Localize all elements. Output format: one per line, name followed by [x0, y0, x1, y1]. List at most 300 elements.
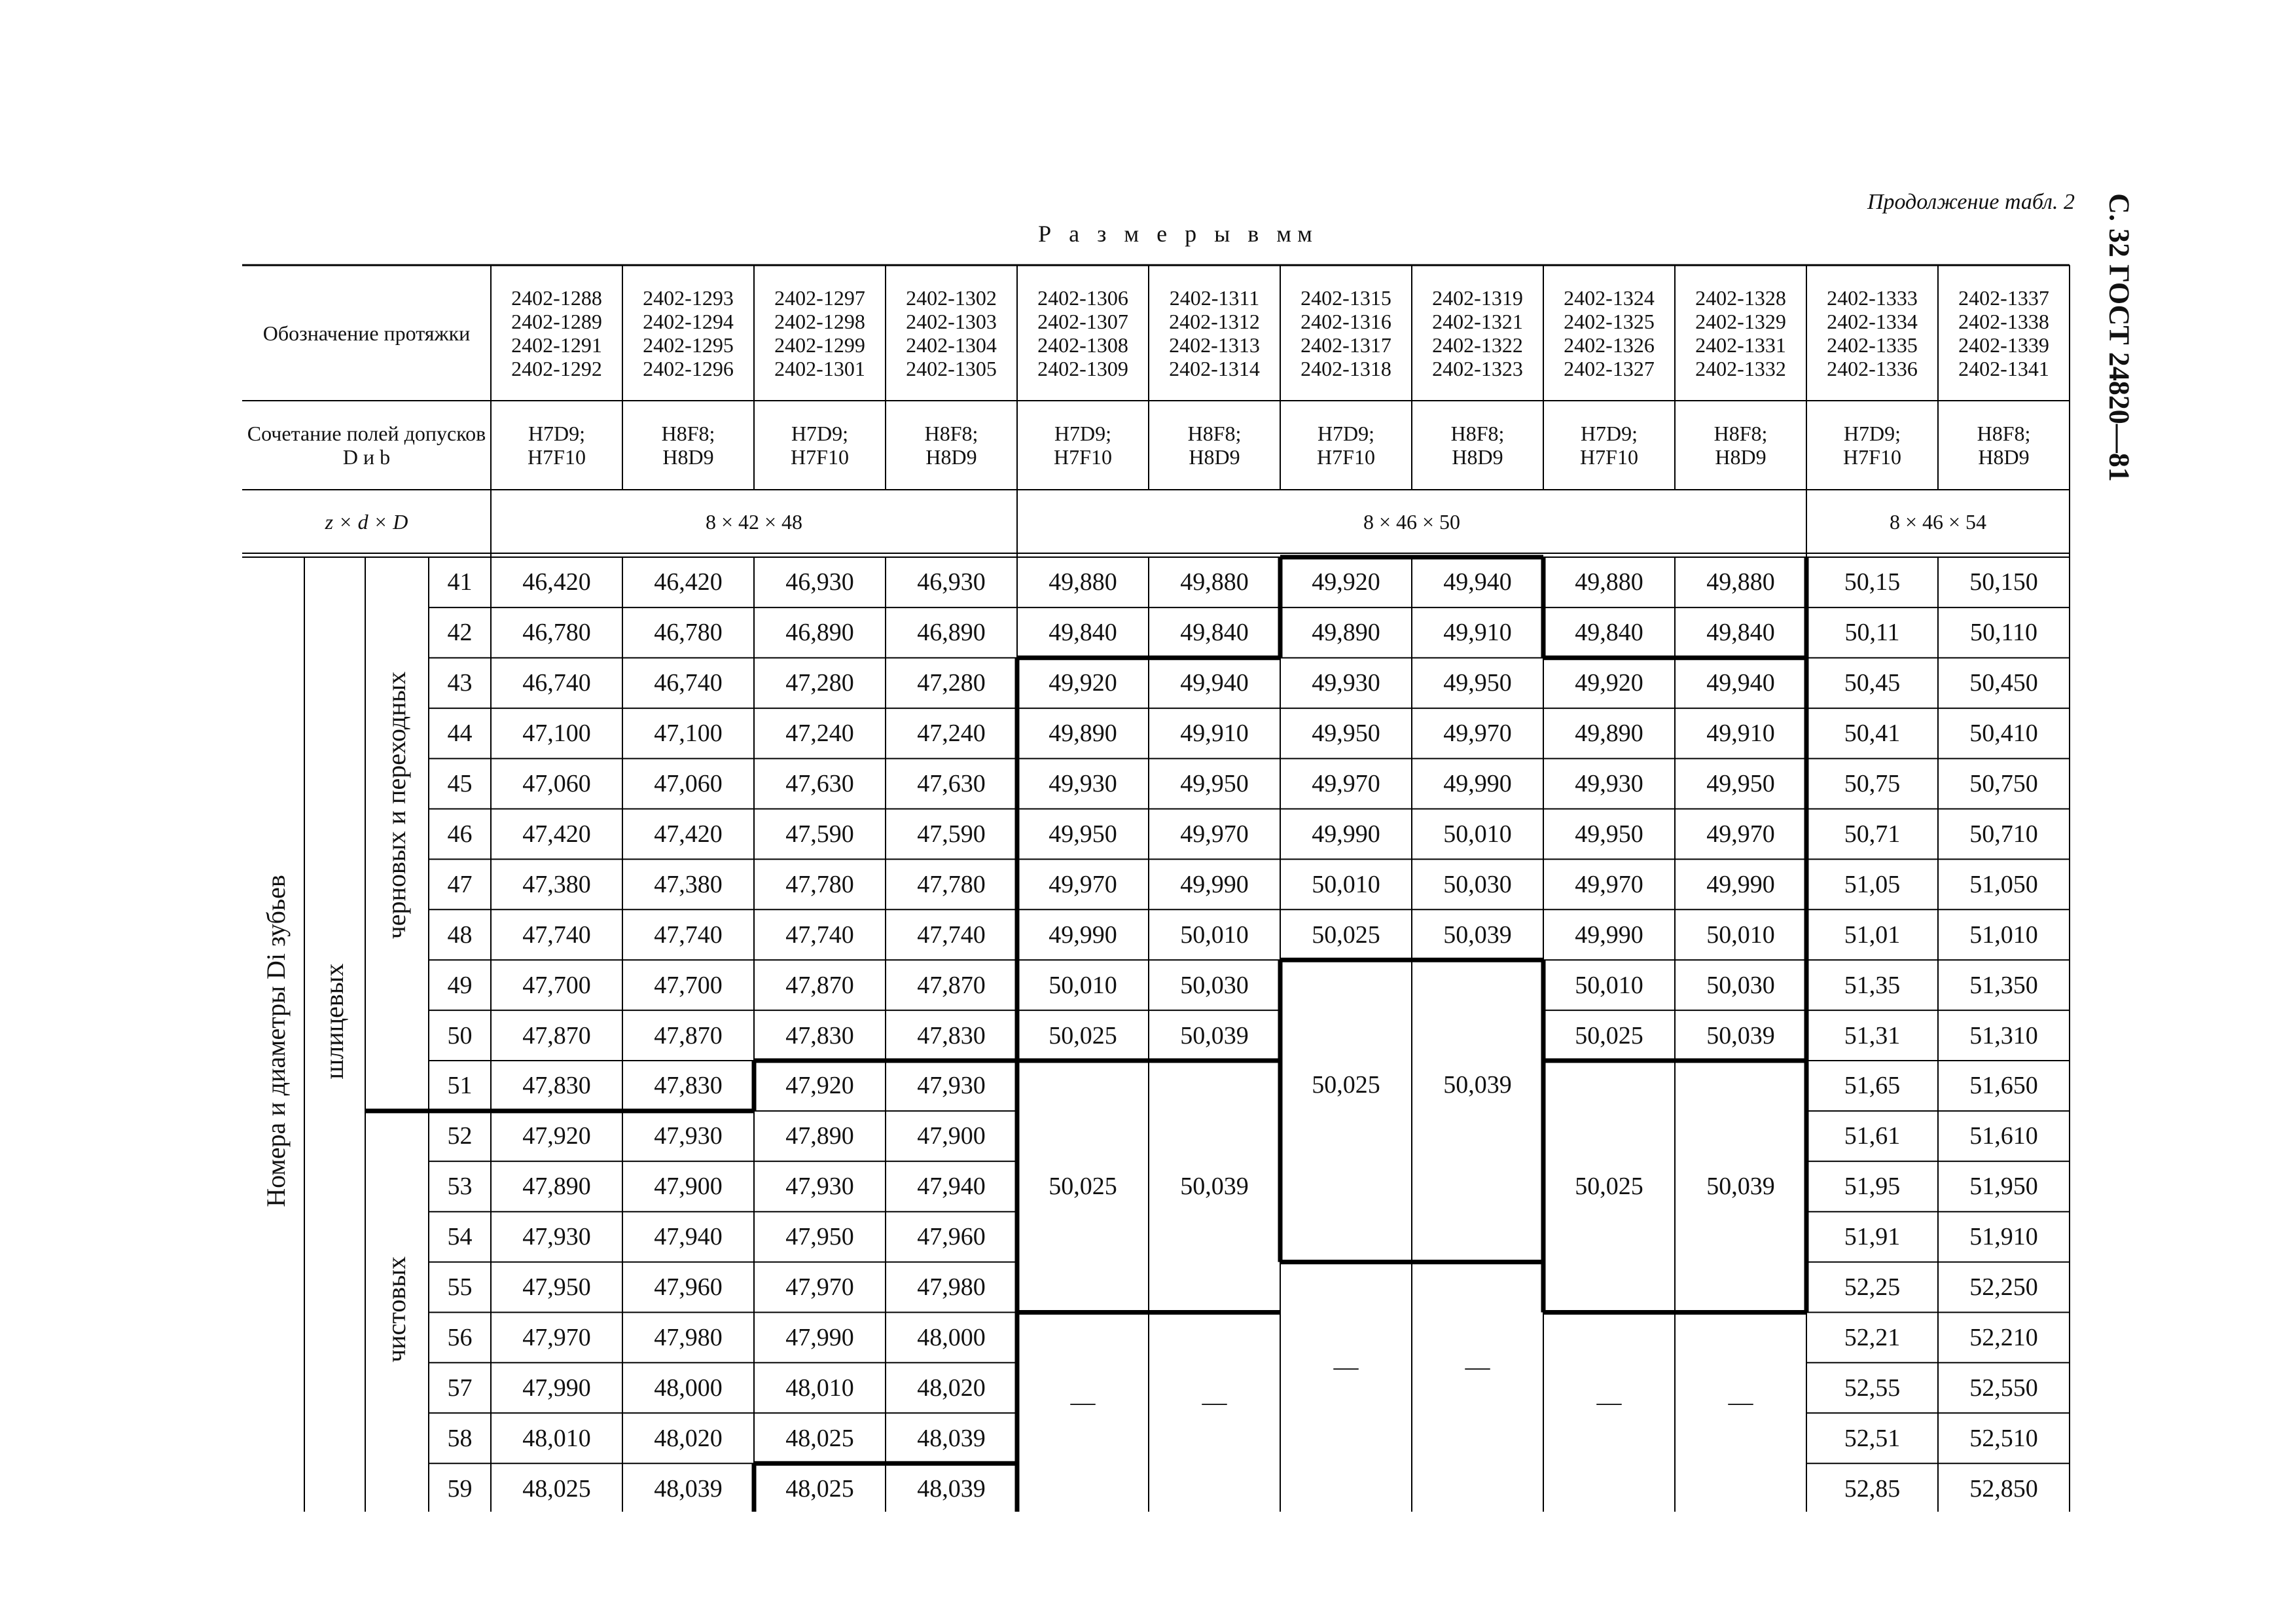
value-cell: 49,930	[1575, 770, 1643, 798]
vertical-label-rough: черновых и переходных	[381, 671, 411, 939]
tolerance-code: H7F10	[1054, 445, 1112, 469]
value-cell: 47,060	[654, 770, 723, 798]
tooth-number: 51	[447, 1072, 473, 1100]
value-cell: 47,830	[917, 1021, 986, 1049]
value-cell: 47,920	[785, 1072, 854, 1100]
value-cell: 46,780	[654, 619, 723, 647]
value-cell: 49,990	[1312, 820, 1380, 848]
value-cell: 46,740	[654, 669, 723, 697]
tolerance-code: H7F10	[1843, 445, 1901, 469]
designation-code: 2402-1302	[906, 285, 997, 310]
tolerance-cell	[886, 401, 1017, 490]
tolerance-cell	[1280, 401, 1412, 490]
designation-cell	[491, 265, 622, 401]
value-cell: 49,940	[1180, 669, 1249, 697]
designation-code: 2402-1297	[774, 285, 865, 310]
value-cell: 49,940	[1706, 669, 1775, 697]
value-cell: 51,61	[1844, 1122, 1901, 1150]
tolerance-code: H8F8;	[1450, 422, 1505, 445]
value-cell: 47,990	[522, 1374, 591, 1402]
value-cell: 51,010	[1969, 921, 2038, 949]
value-cell: 47,280	[785, 669, 854, 697]
designation-cell	[1149, 265, 1280, 401]
value-cell: 49,970	[1312, 770, 1380, 798]
value-cell: 51,350	[1969, 971, 2038, 999]
designation-cell	[1806, 265, 1938, 401]
value-cell: 50,030	[1443, 870, 1512, 898]
value-cell: 47,830	[522, 1072, 591, 1100]
value-cell: 47,830	[785, 1021, 854, 1049]
value-cell: 46,420	[522, 568, 591, 596]
dash-cell: —	[1728, 1388, 1753, 1416]
value-cell: 49,880	[1180, 568, 1249, 596]
designation-code: 2402-1314	[1169, 356, 1260, 380]
value-cell: 51,31	[1844, 1021, 1901, 1049]
value-cell: 48,020	[654, 1424, 723, 1452]
merged-value: 50,025	[1575, 1173, 1643, 1201]
value-cell: 47,060	[522, 770, 591, 798]
designation-code: 2402-1315	[1300, 285, 1391, 310]
designation-code: 2402-1312	[1169, 309, 1260, 333]
value-cell: 47,870	[785, 971, 854, 999]
designation-cell	[1543, 265, 1675, 401]
value-cell: 50,010	[1575, 971, 1643, 999]
value-cell: 47,830	[654, 1072, 723, 1100]
tolerance-code: H8F8;	[1713, 422, 1768, 445]
value-cell: 47,980	[654, 1323, 723, 1351]
value-cell: 47,590	[917, 820, 986, 848]
value-cell: 50,010	[1312, 870, 1380, 898]
value-cell: 49,950	[1443, 669, 1512, 697]
value-cell: 52,250	[1969, 1273, 2038, 1302]
value-cell: 47,970	[522, 1323, 591, 1351]
value-cell: 47,740	[522, 921, 591, 949]
tolerance-code: H8F8;	[1187, 422, 1242, 445]
value-cell: 49,880	[1575, 568, 1643, 596]
value-cell: 49,990	[1049, 921, 1117, 949]
designation-code: 2402-1327	[1564, 356, 1655, 380]
value-cell: 52,85	[1844, 1474, 1901, 1503]
tolerance-cell	[754, 401, 886, 490]
value-cell: 52,55	[1844, 1374, 1901, 1402]
value-cell: 50,75	[1844, 770, 1901, 798]
tooth-number: 57	[447, 1374, 473, 1402]
value-cell: 49,880	[1049, 568, 1117, 596]
value-cell: 50,450	[1969, 669, 2038, 697]
merged-value: 50,039	[1706, 1173, 1775, 1201]
dash-cell: —	[1070, 1388, 1096, 1416]
tolerance-code: H7D9;	[1843, 422, 1901, 445]
value-cell: 49,990	[1575, 921, 1643, 949]
merged-value: 50,039	[1443, 1070, 1512, 1099]
designation-code: 2402-1322	[1432, 333, 1523, 357]
designation-code: 2402-1333	[1827, 285, 1918, 310]
tolerance-code: H8D9	[1715, 445, 1767, 469]
value-cell: 50,039	[1443, 921, 1512, 949]
value-cell: 48,025	[785, 1424, 854, 1452]
value-cell: 52,51	[1844, 1424, 1901, 1452]
designation-code: 2402-1335	[1827, 333, 1918, 357]
value-cell: 47,420	[522, 820, 591, 848]
value-cell: 47,590	[785, 820, 854, 848]
value-cell: 47,900	[917, 1122, 986, 1150]
designation-code: 2402-1303	[906, 309, 997, 333]
value-cell: 48,020	[917, 1374, 986, 1402]
value-cell: 49,970	[1180, 820, 1249, 848]
value-cell: 49,910	[1180, 720, 1249, 748]
value-cell: 47,870	[654, 1021, 723, 1049]
tolerance-code: H8F8;	[1977, 422, 2031, 445]
merged-value: 50,025	[1049, 1173, 1117, 1201]
value-cell: 47,990	[785, 1323, 854, 1351]
tolerance-code: H8F8;	[924, 422, 978, 445]
value-cell: 47,740	[654, 921, 723, 949]
value-cell: 48,010	[522, 1424, 591, 1452]
value-cell: 50,039	[1180, 1021, 1249, 1049]
value-cell: 49,970	[1049, 870, 1117, 898]
tooth-number: 55	[447, 1273, 473, 1302]
value-cell: 46,740	[522, 669, 591, 697]
designation-code: 2402-1311	[1169, 285, 1260, 310]
value-cell: 48,000	[654, 1374, 723, 1402]
value-cell: 51,050	[1969, 870, 2038, 898]
designation-code: 2402-1307	[1037, 309, 1128, 333]
value-cell: 49,890	[1312, 619, 1380, 647]
tooth-number: 42	[447, 619, 473, 647]
merged-value: 50,039	[1180, 1173, 1249, 1201]
value-cell: 51,310	[1969, 1021, 2038, 1049]
value-cell: 51,95	[1844, 1173, 1901, 1201]
tooth-number: 53	[447, 1173, 473, 1201]
value-cell: 47,700	[654, 971, 723, 999]
tolerance-code: H7D9;	[528, 422, 586, 445]
designation-code: 2402-1295	[643, 333, 734, 357]
value-cell: 48,000	[917, 1323, 986, 1351]
tolerance-cell	[491, 401, 622, 490]
tolerance-code: H8D9	[925, 445, 977, 469]
value-cell: 50,410	[1969, 720, 2038, 748]
value-cell: 50,11	[1844, 619, 1900, 647]
group-size-cell: 8 × 46 × 54	[1889, 509, 1987, 534]
designation-code: 2402-1294	[643, 309, 734, 333]
value-cell: 49,840	[1706, 619, 1775, 647]
tolerance-code: H8D9	[1189, 445, 1240, 469]
value-cell: 47,420	[654, 820, 723, 848]
dash-cell: —	[1333, 1353, 1359, 1381]
tolerance-code: H8D9	[1978, 445, 2030, 469]
value-cell: 47,890	[522, 1173, 591, 1201]
tolerance-cell	[1543, 401, 1675, 490]
tooth-number: 50	[447, 1021, 473, 1049]
value-cell: 46,930	[785, 568, 854, 596]
tooth-number: 52	[447, 1122, 473, 1150]
value-cell: 48,039	[654, 1474, 723, 1503]
value-cell: 47,780	[917, 870, 986, 898]
tolerance-cell	[1149, 401, 1280, 490]
value-cell: 52,21	[1844, 1323, 1901, 1351]
designation-code: 2402-1332	[1695, 356, 1786, 380]
designation-code: 2402-1301	[774, 356, 865, 380]
designation-code: 2402-1305	[906, 356, 997, 380]
tooth-number: 58	[447, 1424, 473, 1452]
value-cell: 49,920	[1575, 669, 1643, 697]
value-cell: 49,950	[1180, 770, 1249, 798]
designation-code: 2402-1341	[1958, 356, 2049, 380]
tooth-number: 49	[447, 971, 473, 999]
value-cell: 48,010	[785, 1374, 854, 1402]
designation-cell	[1017, 265, 1149, 401]
value-cell: 51,650	[1969, 1072, 2038, 1100]
value-cell: 50,030	[1706, 971, 1775, 999]
value-cell: 49,950	[1706, 770, 1775, 798]
value-cell: 50,025	[1312, 921, 1380, 949]
value-cell: 47,870	[522, 1021, 591, 1049]
value-cell: 52,210	[1969, 1323, 2038, 1351]
designation-code: 2402-1331	[1695, 333, 1786, 357]
value-cell: 47,970	[785, 1273, 854, 1302]
value-cell: 47,380	[654, 870, 723, 898]
designation-code: 2402-1299	[774, 333, 865, 357]
value-cell: 48,025	[785, 1474, 854, 1503]
designation-cell	[754, 265, 886, 401]
value-cell: 47,920	[522, 1122, 591, 1150]
side-title-text: С. 32 ГОСТ 24820—81	[2103, 193, 2136, 482]
designation-code: 2402-1336	[1827, 356, 1918, 380]
value-cell: 50,15	[1844, 568, 1901, 596]
value-cell: 47,950	[522, 1273, 591, 1302]
value-cell: 49,970	[1443, 720, 1512, 748]
tolerance-cell	[1806, 401, 1938, 490]
designation-code: 2402-1313	[1169, 333, 1260, 357]
value-cell: 47,630	[785, 770, 854, 798]
value-cell: 47,940	[917, 1173, 986, 1201]
value-cell: 49,970	[1575, 870, 1643, 898]
value-cell: 51,950	[1969, 1173, 2038, 1201]
designation-code: 2402-1323	[1432, 356, 1523, 380]
designation-code: 2402-1316	[1300, 309, 1391, 333]
designation-cell	[1675, 265, 1806, 401]
value-cell: 49,840	[1575, 619, 1643, 647]
designation-cell	[886, 265, 1017, 401]
value-cell: 49,950	[1575, 820, 1643, 848]
value-cell: 49,920	[1049, 669, 1117, 697]
value-cell: 50,41	[1844, 720, 1901, 748]
designation-cell	[1938, 265, 2070, 401]
value-cell: 46,890	[917, 619, 986, 647]
continuation-label: Продолжение табл. 2	[1867, 190, 2075, 214]
tolerance-cell	[622, 401, 754, 490]
value-cell: 46,780	[522, 619, 591, 647]
value-cell: 49,890	[1575, 720, 1643, 748]
tooth-number: 46	[447, 820, 473, 848]
value-cell: 52,850	[1969, 1474, 2038, 1503]
value-cell: 49,990	[1706, 870, 1775, 898]
value-cell: 47,930	[785, 1173, 854, 1201]
value-cell: 49,970	[1706, 820, 1775, 848]
value-cell: 49,840	[1180, 619, 1249, 647]
value-cell: 49,930	[1049, 770, 1117, 798]
tolerance-cell	[1412, 401, 1543, 490]
value-cell: 50,025	[1575, 1021, 1643, 1049]
value-cell: 47,280	[917, 669, 986, 697]
value-cell: 50,025	[1049, 1021, 1117, 1049]
value-cell: 47,700	[522, 971, 591, 999]
vertical-label-main: Номера и диаметры Di зубьев	[260, 875, 291, 1207]
value-cell: 49,930	[1312, 669, 1380, 697]
dash-cell: —	[1202, 1388, 1227, 1416]
value-cell: 50,45	[1844, 669, 1901, 697]
value-cell: 47,740	[917, 921, 986, 949]
designation-code: 2402-1321	[1432, 309, 1523, 333]
value-cell: 49,990	[1180, 870, 1249, 898]
value-cell: 46,930	[917, 568, 986, 596]
designation-code: 2402-1293	[643, 285, 734, 310]
value-cell: 52,550	[1969, 1374, 2038, 1402]
value-cell: 51,01	[1844, 921, 1901, 949]
value-cell: 51,05	[1844, 870, 1901, 898]
units-note: Р а з м е р ы в мм	[1038, 221, 1318, 247]
value-cell: 49,990	[1443, 770, 1512, 798]
designation-code: 2402-1326	[1564, 333, 1655, 357]
value-cell: 46,420	[654, 568, 723, 596]
value-cell: 49,840	[1049, 619, 1117, 647]
tolerance-code: H7D9;	[1054, 422, 1112, 445]
value-cell: 50,039	[1706, 1021, 1775, 1049]
designation-code: 2402-1319	[1432, 285, 1523, 310]
designation-code: 2402-1298	[774, 309, 865, 333]
designation-code: 2402-1334	[1827, 309, 1918, 333]
tooth-number: 48	[447, 921, 473, 949]
value-cell: 47,240	[917, 720, 986, 748]
value-cell: 51,35	[1844, 971, 1901, 999]
value-cell: 51,910	[1969, 1223, 2038, 1251]
tolerance-code: H7F10	[1317, 445, 1375, 469]
value-cell: 51,610	[1969, 1122, 2038, 1150]
designation-code: 2402-1292	[511, 356, 602, 380]
tolerance-code: H7D9;	[1317, 422, 1375, 445]
value-cell: 50,750	[1969, 770, 2038, 798]
tolerance-cell	[1017, 401, 1149, 490]
value-cell: 49,910	[1443, 619, 1512, 647]
value-cell: 47,240	[785, 720, 854, 748]
value-cell: 50,030	[1180, 971, 1249, 999]
value-cell: 50,010	[1049, 971, 1117, 999]
tolerance-code: H7F10	[791, 445, 849, 469]
tolerance-cell	[1675, 401, 1806, 490]
value-cell: 47,940	[654, 1223, 723, 1251]
value-cell: 47,930	[522, 1223, 591, 1251]
tolerance-code: H7D9;	[791, 422, 849, 445]
value-cell: 50,710	[1969, 820, 2038, 848]
designation-code: 2402-1328	[1695, 285, 1786, 310]
tolerance-header: Сочетание полей допусков D и b	[247, 422, 486, 469]
designation-code: 2402-1289	[511, 309, 602, 333]
value-cell: 47,930	[654, 1122, 723, 1150]
designation-code: 2402-1296	[643, 356, 734, 380]
value-cell: 47,740	[785, 921, 854, 949]
vertical-label-finish: чистовых	[381, 1256, 411, 1362]
value-cell: 47,930	[917, 1072, 986, 1100]
value-cell: 47,630	[917, 770, 986, 798]
value-cell: 49,950	[1312, 720, 1380, 748]
tooth-number: 44	[447, 720, 473, 748]
group-size-cell: 8 × 42 × 48	[705, 509, 803, 534]
value-cell: 47,380	[522, 870, 591, 898]
value-cell: 47,980	[917, 1273, 986, 1302]
value-cell: 50,110	[1969, 619, 2038, 647]
designation-code: 2402-1308	[1037, 333, 1128, 357]
tooth-number: 56	[447, 1323, 473, 1351]
value-cell: 49,950	[1049, 820, 1117, 848]
value-cell: 50,010	[1443, 820, 1512, 848]
designation-header: Обозначение протяжки	[262, 321, 471, 345]
value-cell: 47,890	[785, 1122, 854, 1150]
value-cell: 46,890	[785, 619, 854, 647]
designation-code: 2402-1324	[1564, 285, 1655, 310]
value-cell: 49,890	[1049, 720, 1117, 748]
tolerance-code: H7F10	[528, 445, 586, 469]
designation-code: 2402-1337	[1958, 285, 2049, 310]
designation-cell	[1412, 265, 1543, 401]
group-size-cell: 8 × 46 × 50	[1363, 509, 1461, 534]
designation-code: 2402-1329	[1695, 309, 1786, 333]
tolerance-cell	[1938, 401, 2070, 490]
tooth-number: 54	[447, 1223, 473, 1251]
designation-code: 2402-1304	[906, 333, 997, 357]
dash-cell: —	[1465, 1353, 1490, 1381]
value-cell: 49,910	[1706, 720, 1775, 748]
value-cell: 50,71	[1844, 820, 1901, 848]
designation-code: 2402-1325	[1564, 309, 1655, 333]
value-cell: 47,870	[917, 971, 986, 999]
merged-value: 50,025	[1312, 1070, 1380, 1099]
designation-code: 2402-1338	[1958, 309, 2049, 333]
value-cell: 50,010	[1180, 921, 1249, 949]
zdD-header: z × d × D	[325, 509, 408, 534]
designation-code: 2402-1339	[1958, 333, 2049, 357]
designation-code: 2402-1318	[1300, 356, 1391, 380]
value-cell: 50,010	[1706, 921, 1775, 949]
value-cell: 47,780	[785, 870, 854, 898]
designation-cell	[1280, 265, 1412, 401]
value-cell: 49,920	[1312, 568, 1380, 596]
value-cell: 48,025	[522, 1474, 591, 1503]
tolerance-code: H7D9;	[1580, 422, 1638, 445]
designation-code: 2402-1306	[1037, 285, 1128, 310]
value-cell: 52,510	[1969, 1424, 2038, 1452]
value-cell: 47,960	[917, 1223, 986, 1251]
tooth-number: 41	[447, 568, 473, 596]
value-cell: 50,150	[1969, 568, 2038, 596]
value-cell: 47,100	[522, 720, 591, 748]
value-cell: 52,25	[1844, 1273, 1901, 1302]
tolerance-code: H8D9	[1452, 445, 1503, 469]
tooth-number: 47	[447, 870, 473, 898]
tolerance-code: H8F8;	[661, 422, 715, 445]
vertical-label-spline: шлицевых	[319, 963, 349, 1080]
value-cell: 51,91	[1844, 1223, 1901, 1251]
dash-cell: —	[1596, 1388, 1622, 1416]
value-cell: 47,100	[654, 720, 723, 748]
value-cell: 49,940	[1443, 568, 1512, 596]
value-cell: 49,880	[1706, 568, 1775, 596]
tooth-number: 59	[447, 1474, 473, 1503]
value-cell: 47,900	[654, 1173, 723, 1201]
designation-code: 2402-1309	[1037, 356, 1128, 380]
designation-code: 2402-1288	[511, 285, 602, 310]
value-cell: 47,960	[654, 1273, 723, 1302]
designation-code: 2402-1291	[511, 333, 602, 357]
